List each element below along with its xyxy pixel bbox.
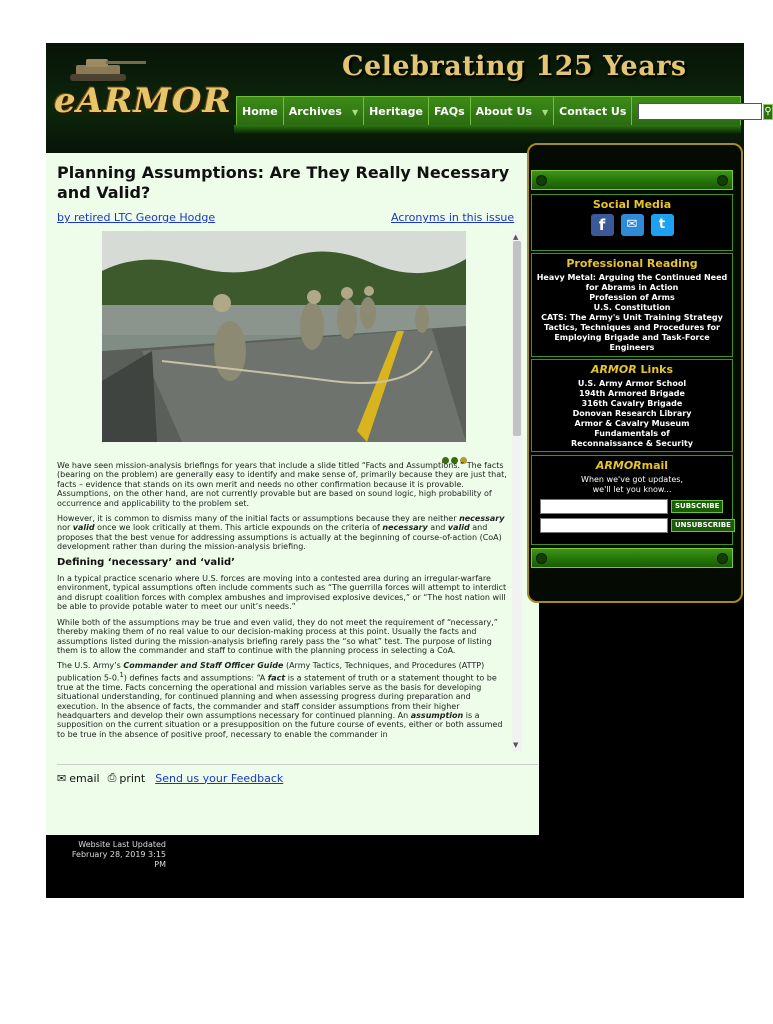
professional-reading-heading: Professional Reading xyxy=(566,257,698,270)
nav-about-label: About Us xyxy=(475,105,532,118)
nav-contact-us[interactable] xyxy=(554,97,632,126)
unsubscribe-row xyxy=(540,518,732,533)
text-run: is a supposition on the current situation or a presupposition on the future course of events, either or both assumed to be true in the absence of positive proof, necessary to enable the commander in xyxy=(57,711,503,739)
social-media-box xyxy=(531,194,733,251)
printer-icon[interactable]: ⎙ xyxy=(107,771,117,784)
page-frame xyxy=(46,43,772,898)
nav-faqs[interactable] xyxy=(429,97,471,126)
facebook-icon[interactable]: f xyxy=(591,214,614,236)
armormail-heading-b: mail xyxy=(641,459,669,472)
emphasis: necessary xyxy=(382,523,428,533)
nav-home[interactable] xyxy=(237,97,284,126)
armor-link[interactable]: Armor & Cavalry Museum xyxy=(574,419,690,428)
search-icon[interactable]: ⚲ xyxy=(763,104,772,120)
reading-link[interactable]: U.S. Constitution xyxy=(593,303,671,312)
email-icon[interactable]: ✉ xyxy=(621,214,644,236)
nav-heritage[interactable] xyxy=(364,97,429,126)
scroll-down-icon[interactable]: ▼ xyxy=(513,741,519,749)
article-scroll-area[interactable] xyxy=(57,231,522,751)
armor-link[interactable]: Donovan Research Library xyxy=(572,409,692,418)
article-panel xyxy=(46,153,539,835)
last-updated xyxy=(46,840,166,870)
anniversary-banner: Celebrating 125 Years xyxy=(342,51,687,82)
reading-link[interactable]: Heavy Metal: Arguing the Continued Need for Abrams in Action xyxy=(536,273,728,292)
nav-heritage-label: Heritage xyxy=(369,105,423,118)
article-actions xyxy=(57,771,283,785)
last-updated-line1: Website Last Updated xyxy=(78,840,166,849)
subscribe-row xyxy=(540,499,732,514)
armor-link[interactable]: Reconnaissance & Security xyxy=(570,439,694,448)
nav-glow xyxy=(234,125,741,135)
armor-link[interactable]: U.S. Army Armor School xyxy=(577,379,687,388)
main-nav xyxy=(236,96,772,127)
reading-link[interactable]: Tactics, Techniques and Procedures for Employing Brigade and Task-Force Engineers xyxy=(544,323,720,352)
nav-archives-label: Archives xyxy=(288,105,342,118)
armormail-box xyxy=(531,455,733,545)
armor-links-heading-a: ARMOR xyxy=(590,363,637,376)
text-run: and xyxy=(427,523,448,533)
chevron-down-icon: ▼ xyxy=(351,108,359,117)
logo-text: eARMOR xyxy=(54,81,232,121)
text-run: once we look critically at them. This article expounds on the criteria of xyxy=(94,523,383,533)
text-run: and proposes that the best venue for addressing assumptions is actually at the beginning of course-of-action (CoA) development rather than during the mission-analysis briefing. xyxy=(57,523,502,552)
armormail-line2: we'll let you know... xyxy=(592,485,672,494)
emphasis: necessary xyxy=(459,514,505,524)
armor-links-box xyxy=(531,359,733,452)
email-link[interactable]: email xyxy=(69,771,100,785)
envelope-icon[interactable]: ✉ xyxy=(57,771,67,785)
sidebar-bottom-bar xyxy=(531,548,733,568)
armor-links-heading xyxy=(532,363,732,376)
armormail-heading-a: ARMOR xyxy=(595,459,642,472)
print-link[interactable]: print xyxy=(119,771,146,785)
last-updated-line2: February 28, 2019 3:15 xyxy=(71,850,166,859)
article-body xyxy=(57,461,509,745)
reading-link[interactable]: Profession of Arms xyxy=(589,293,675,302)
armormail-line1: When we've got updates, xyxy=(581,475,683,484)
sidebar xyxy=(527,143,739,599)
acronyms-link[interactable]: Acronyms in this issue xyxy=(391,211,515,224)
nav-contact-label: Contact Us xyxy=(559,105,627,118)
emphasis: valid xyxy=(72,523,95,533)
site-header xyxy=(46,43,772,153)
paragraph: While both of the assumptions may be true and even valid, they do not meet the requirement of “necessary,” thereby making them of no real value to our decision-making process at this point. Usually the facts and assumptions listed during the mission-analysis briefing rarely pass the “so what” test. The purpose of listing them is to allow the commander and staff to continue with the planning process in selecting a CoA. xyxy=(57,617,498,655)
armor-link[interactable]: Fundamentals of xyxy=(594,429,670,438)
divider xyxy=(57,764,538,765)
feedback-link[interactable]: Send us your Feedback xyxy=(155,771,284,785)
emphasis: valid xyxy=(447,523,470,533)
unsubscribe-button[interactable]: UNSUBSCRIBE xyxy=(671,519,735,532)
bolt-icon xyxy=(536,553,547,564)
bolt-icon xyxy=(717,175,728,186)
nav-about-us[interactable] xyxy=(471,97,555,126)
article-photo xyxy=(102,231,466,442)
text-run: The U.S. Army’s xyxy=(57,661,124,671)
scroll-up-icon[interactable]: ▲ xyxy=(513,233,519,241)
unsubscribe-email-field[interactable] xyxy=(540,518,668,533)
nav-archives[interactable] xyxy=(284,97,364,126)
text-run: However, it is common to dismiss many of the initial facts or assumptions because they are neither xyxy=(57,514,460,524)
article-scrollbar[interactable] xyxy=(512,231,522,751)
emphasis: assumption xyxy=(410,711,464,720)
text-run: ) defines facts and assumptions: “A xyxy=(123,673,268,683)
subscribe-email-field[interactable] xyxy=(540,499,668,514)
section-heading: Defining ‘necessary’ and ‘valid’ xyxy=(57,556,235,568)
social-icons xyxy=(532,214,732,236)
text-run: nor xyxy=(57,523,73,533)
twitter-icon[interactable]: t xyxy=(651,214,674,236)
reading-link[interactable]: CATS: The Army's Unit Training Strategy xyxy=(541,313,723,322)
scrollbar-thumb[interactable] xyxy=(513,241,521,436)
professional-reading-box xyxy=(531,253,733,357)
paragraph xyxy=(57,661,509,739)
armor-link[interactable]: 194th Armored Brigade xyxy=(579,389,685,398)
chevron-down-icon: ▼ xyxy=(542,108,549,117)
emphasis: Commander and Staff Officer Guide xyxy=(123,661,284,671)
article-title: Planning Assumptions: Are They Really Necessary and Valid? xyxy=(57,163,510,202)
nav-home-label: Home xyxy=(242,105,278,118)
armor-links-heading-b: Links xyxy=(636,363,674,376)
sidebar-top-bar xyxy=(531,170,733,190)
armormail-heading xyxy=(532,459,732,472)
text-run: (Army Tactics, Techniques, and Procedures (ATTP) publication 5-0. xyxy=(57,661,485,683)
footnote-ref[interactable]: 1 xyxy=(119,670,124,679)
author-link[interactable]: by retired LTC George Hodge xyxy=(57,211,216,224)
paragraph xyxy=(57,514,509,552)
paragraph: We have seen mission-analysis briefings for years that include a slide titled “Facts and Assumptions.” The facts (bearing on the problem) are generally easy to identify and make sense of, primarily because they are just that, facts – evidence that stands on its own merit and needs no other confirmation because it is provable. Assumptions, on the other hand, are not currently provable but are based on sound logic, high probability of occurrence and applicability to the problem set. xyxy=(57,461,507,508)
text-run: is a statement of truth or a statement thought to be true at the time. Facts concerning the operational and mission variables serve as the basis for developing situational understanding, for continued planning and when assessing progress during preparation and execution. In the absence of facts, the commander and staff consider assumptions from their higher headquarters and develop their own assumptions necessary for continued planning. An xyxy=(57,673,497,720)
social-media-heading: Social Media xyxy=(592,198,672,211)
emphasis: fact xyxy=(267,673,286,683)
earmor-logo[interactable] xyxy=(50,51,236,123)
armor-link[interactable]: 316th Cavalry Brigade xyxy=(581,399,683,408)
bolt-icon xyxy=(717,553,728,564)
bolt-icon xyxy=(536,175,547,186)
subscribe-button[interactable]: SUBSCRIBE xyxy=(671,500,723,513)
search-input[interactable] xyxy=(638,103,762,120)
last-updated-line3: PM xyxy=(154,860,166,869)
nav-faqs-label: FAQs xyxy=(433,105,465,118)
paragraph: In a typical practice scenario where U.S. forces are moving into a contested area during an irregular-warfare environment, typical assumptions often include comments such as “The guerrilla forces will attempt to interdict and disrupt coalition forces with complex ambushes and improvised explosive devices,” or “The host nation will be able to provide potable water to meet our unit’s needs.” xyxy=(57,574,507,612)
